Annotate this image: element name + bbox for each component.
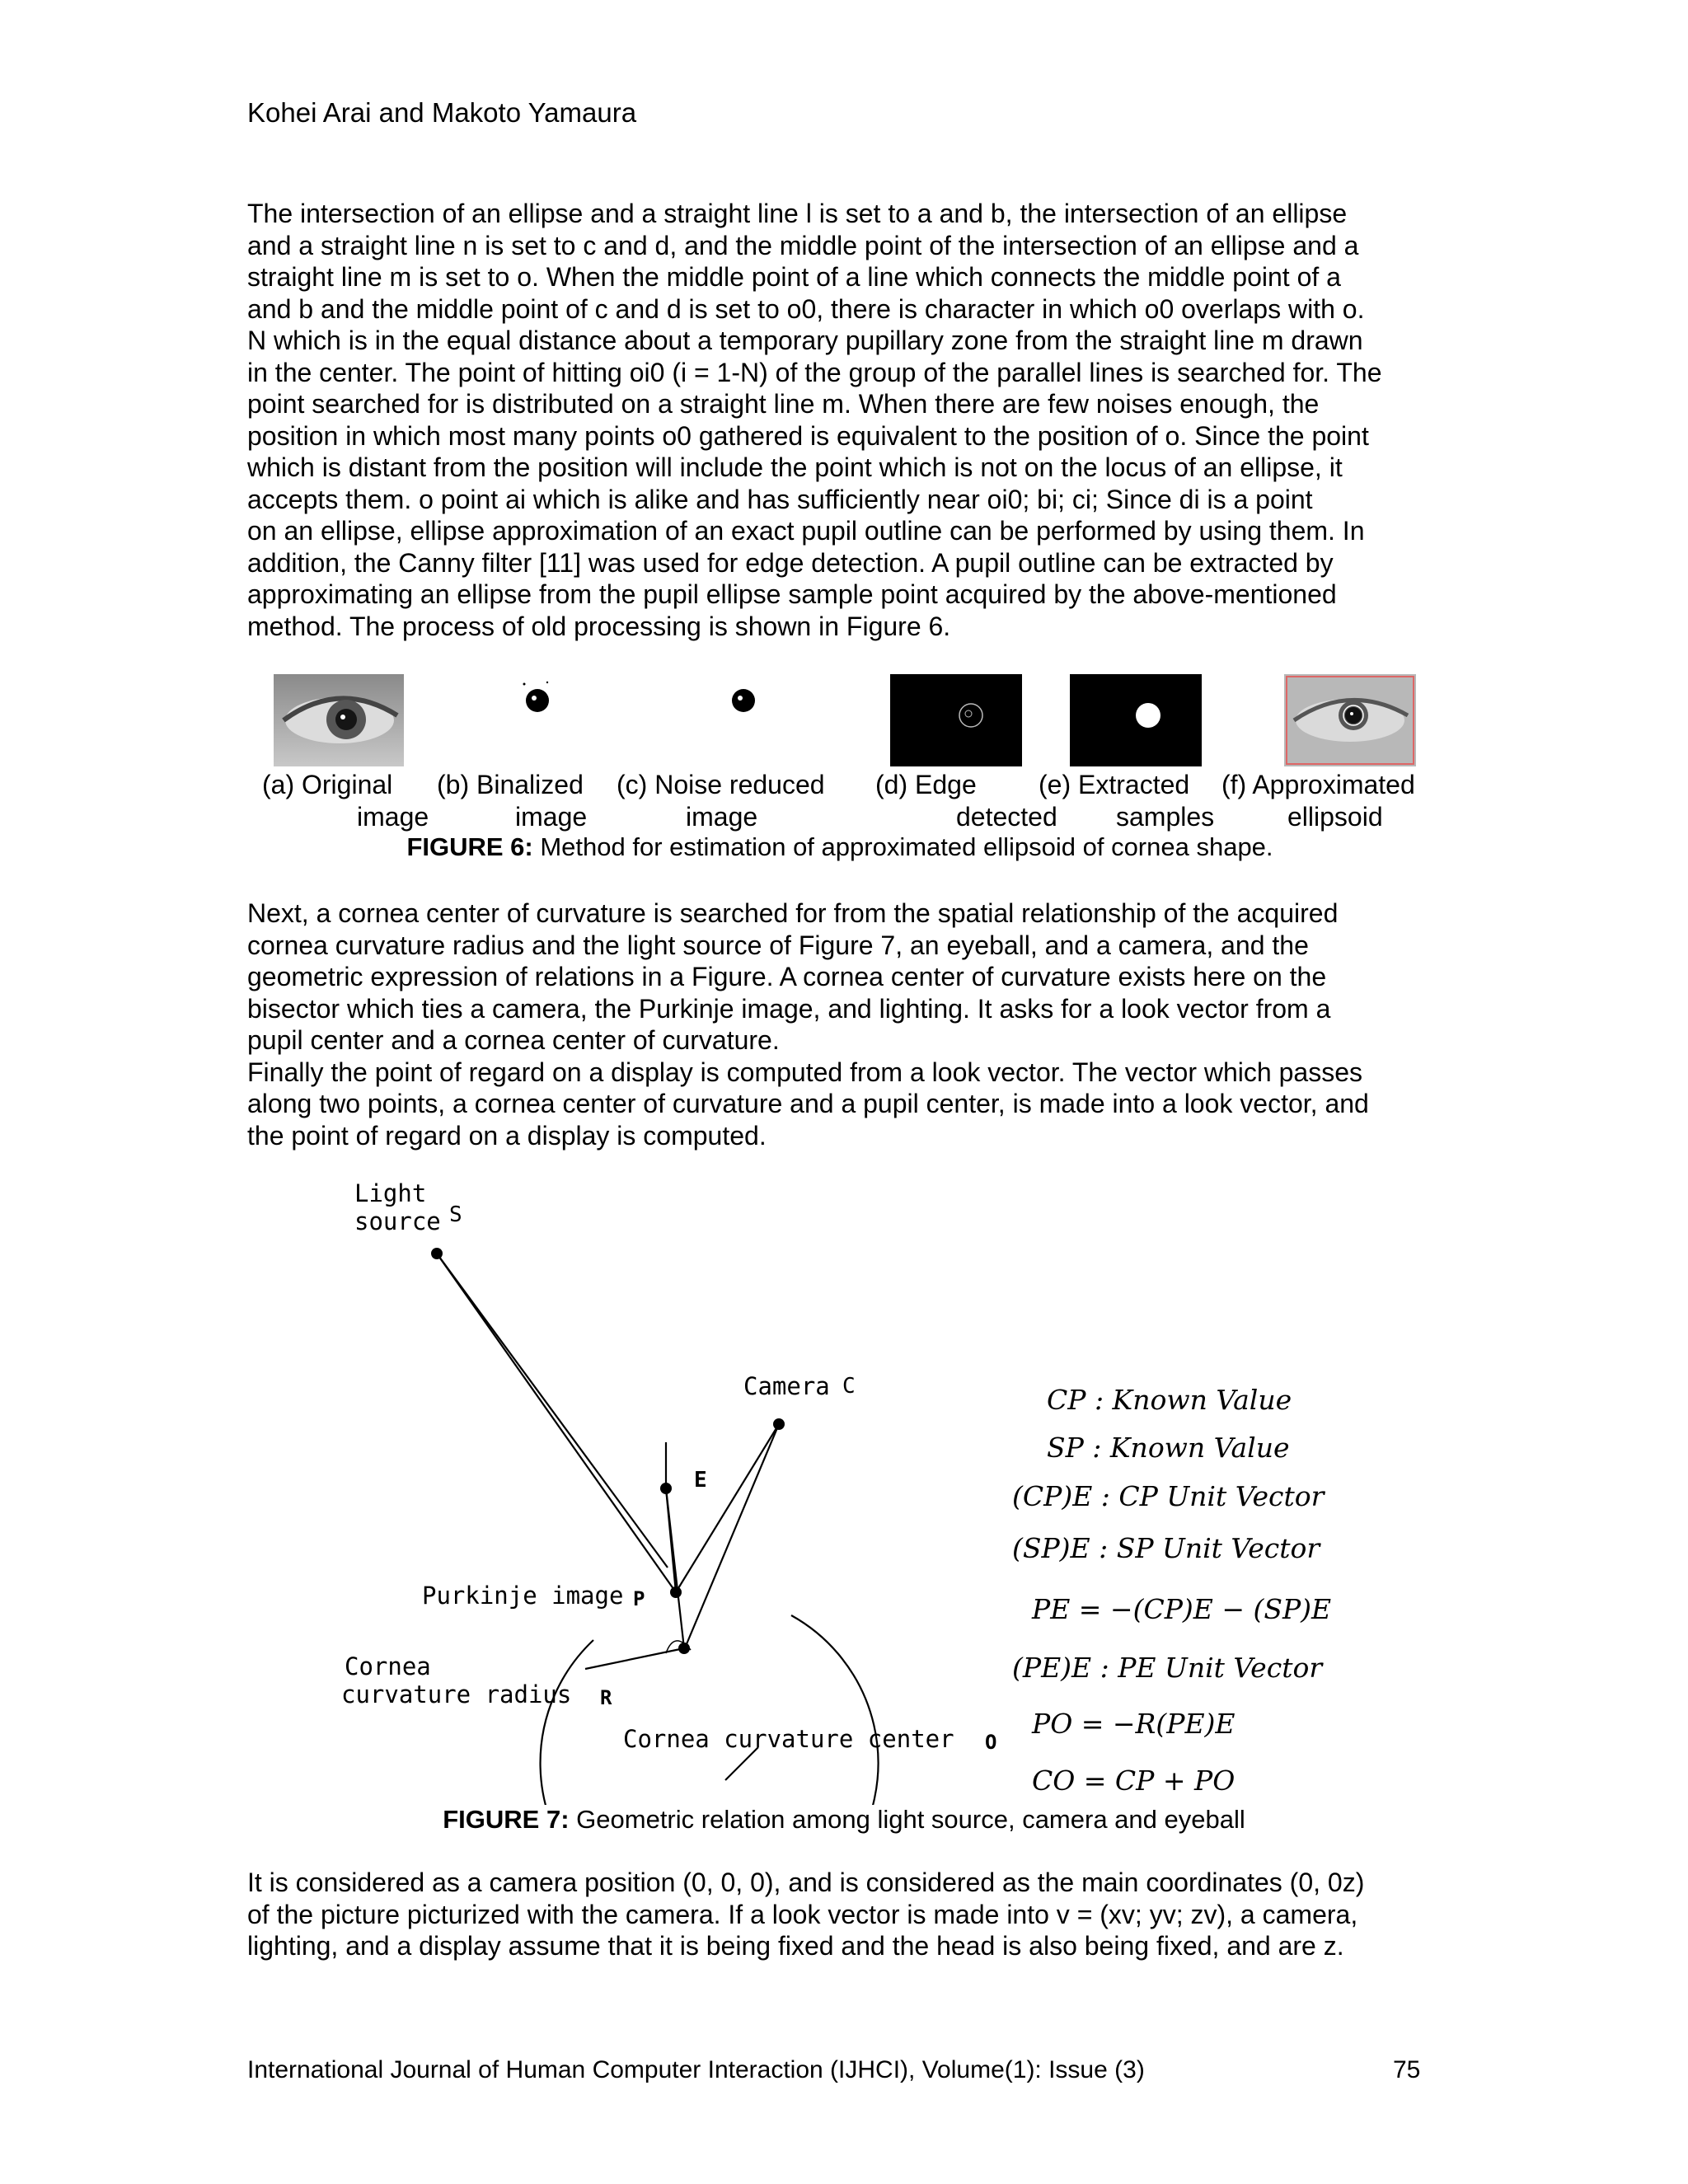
caption-a bbox=[262, 769, 429, 833]
s-label: S bbox=[449, 1202, 462, 1227]
para2-line: geometric expression of relations in a Figure. A cornea center of curvature exists here on the bbox=[247, 962, 1327, 991]
camera-point bbox=[773, 1418, 785, 1430]
para3-line: of the picture picturized with the camera. If a look vector is made into v = (xv; yv; zv), a camera, bbox=[247, 1899, 1358, 1929]
caption-c-line2: image bbox=[686, 802, 758, 832]
para1-line: point searched for is distributed on a straight line m. When there are few noises enough, the bbox=[247, 389, 1320, 419]
center-point bbox=[678, 1643, 690, 1654]
cornea-arc bbox=[541, 1615, 879, 1805]
caption-e-line2: samples bbox=[1116, 802, 1215, 832]
equation-pee: (PE)E : PE Unit Vector bbox=[1012, 1652, 1323, 1684]
c-label: C bbox=[842, 1374, 856, 1399]
caption-e-line1: (e) Extracted bbox=[1039, 770, 1190, 799]
para1-line: addition, the Canny filter [11] was used for edge detection. A pupil outline can be extracted by bbox=[247, 547, 1334, 578]
radius-line bbox=[585, 1648, 684, 1669]
binalized-image bbox=[511, 674, 560, 724]
source-label: source bbox=[354, 1207, 441, 1235]
equation-cp: CP : Known Value bbox=[1047, 1384, 1292, 1416]
light-source-point bbox=[431, 1248, 443, 1259]
equation-po: PO = −R(PE)E bbox=[1032, 1708, 1236, 1740]
extracted-samples-image bbox=[1070, 674, 1202, 766]
para1-line: N which is in the equal distance about a temporary pupillary zone from the straight line m drawn bbox=[247, 326, 1363, 355]
curvature-radius-label: curvature radius bbox=[341, 1680, 572, 1708]
para2-line: the point of regard on a display is computed. bbox=[247, 1120, 767, 1151]
figure6-label: FIGURE 6: bbox=[406, 832, 533, 861]
o-label: O bbox=[985, 1731, 997, 1754]
para1-line: and b and the middle point of c and d is set to o0, there is character in which o0 overlaps with o. bbox=[247, 293, 1365, 324]
cornea-center-label: Cornea curvature center bbox=[623, 1725, 954, 1753]
e-to-p-line bbox=[666, 1488, 676, 1592]
para1-line: straight line m is set to o. When the middle point of a line which connects the middle point of a bbox=[247, 262, 1341, 292]
figure6-caption bbox=[0, 832, 1684, 862]
para3-line: lighting, and a display assume that it is being fixed and the head is also being fixed, and are z. bbox=[247, 1931, 1344, 1961]
running-header: Kohei Arai and Makoto Yamaura bbox=[247, 97, 637, 128]
caption-f-line1: (f) Approximated bbox=[1221, 770, 1415, 799]
caption-f bbox=[1221, 769, 1415, 833]
caption-b-line2: image bbox=[515, 802, 588, 832]
purkinje-label: Purkinje image bbox=[422, 1582, 624, 1610]
cornea-label: Cornea bbox=[345, 1652, 431, 1680]
para1-line: in the center. The point of hitting oi0 (i = 1-N) of the group of the parallel lines is searched for. The bbox=[247, 357, 1382, 387]
light-to-p-line bbox=[437, 1254, 676, 1592]
light-to-o-line bbox=[437, 1254, 668, 1568]
caption-a-line2: image bbox=[357, 802, 429, 832]
e-label: E bbox=[694, 1468, 707, 1493]
p-label: P bbox=[633, 1587, 645, 1610]
caption-d bbox=[875, 769, 1057, 833]
para2-line: along two points, a cornea center of curvature and a pupil center, is made into a look vector, and bbox=[247, 1089, 1369, 1118]
edge-detected-image bbox=[890, 674, 1022, 766]
e-point bbox=[660, 1483, 672, 1494]
figure7-caption-text: Geometric relation among light source, camera and eyeball bbox=[569, 1805, 1245, 1834]
camera-label: Camera bbox=[743, 1372, 830, 1400]
camera-to-p-line bbox=[676, 1424, 779, 1592]
caption-b bbox=[437, 769, 587, 833]
caption-f-line2: ellipsoid bbox=[1287, 802, 1383, 832]
para3-line: It is considered as a camera position (0, 0, 0), and is considered as the main coordinates (0, 0z) bbox=[247, 1868, 1365, 1897]
para1-line: position in which most many points o0 gathered is equivalent to the position of o. Since the point bbox=[247, 420, 1369, 451]
para2-line: pupil center and a cornea center of curvature. bbox=[247, 1025, 780, 1055]
r-label: R bbox=[600, 1686, 612, 1709]
caption-c-line1: (c) Noise reduced bbox=[617, 770, 825, 799]
para2-line: cornea curvature radius and the light source of Figure 7, an eyeball, and a camera, and the bbox=[247, 930, 1309, 960]
footer-journal: International Journal of Human Computer Interaction (IJHCI), Volume(1): Issue (3) bbox=[247, 2056, 1145, 2083]
figure7-label: FIGURE 7: bbox=[443, 1805, 570, 1834]
equation-sp: SP : Known Value bbox=[1047, 1432, 1290, 1464]
caption-b-line1: (b) Binalized bbox=[437, 770, 584, 799]
light-label: Light bbox=[354, 1179, 427, 1207]
equation-pe: PE = −(CP)E − (SP)E bbox=[1032, 1593, 1332, 1625]
original-eye-image bbox=[274, 674, 404, 766]
approximated-ellipsoid-image bbox=[1284, 674, 1416, 766]
body-paragraph-1 bbox=[247, 198, 1441, 642]
para2-line: Next, a cornea center of curvature is searched for from the spatial relationship of the acquired bbox=[247, 898, 1339, 928]
figure6-caption-text: Method for estimation of approximated ellipsoid of cornea shape. bbox=[532, 832, 1273, 861]
para1-line: The intersection of an ellipse and a straight line l is set to a and b, the intersection of an ellipse bbox=[247, 199, 1348, 228]
equation-spe: (SP)E : SP Unit Vector bbox=[1012, 1532, 1320, 1564]
para1-line: and a straight line n is set to c and d, and the middle point of the intersection of an ellipse and a bbox=[247, 230, 1359, 260]
para1-line: accepts them. o point ai which is alike and has sufficiently near oi0; bi; ci; Since di is a point bbox=[247, 484, 1313, 514]
figure7-caption bbox=[0, 1805, 1688, 1835]
figure7-diagram bbox=[0, 1170, 1688, 1805]
para1-line: method. The process of old processing is shown in Figure 6. bbox=[247, 611, 951, 641]
figure6-images bbox=[272, 674, 1426, 765]
equation-cpe: (CP)E : CP Unit Vector bbox=[1012, 1480, 1325, 1512]
para1-line: approximating an ellipse from the pupil ellipse sample point acquired by the above-mentioned bbox=[247, 579, 1337, 609]
body-paragraph-3 bbox=[247, 1867, 1441, 1962]
body-paragraph-2 bbox=[247, 898, 1441, 1151]
caption-d-line2: detected bbox=[956, 802, 1057, 832]
caption-d-line1: (d) Edge bbox=[875, 770, 977, 799]
para2-line: bisector which ties a camera, the Purkinje image, and lighting. It asks for a look vector from a bbox=[247, 993, 1331, 1024]
para1-line: on an ellipse, ellipse approximation of an exact pupil outline can be performed by using them. In bbox=[247, 516, 1365, 546]
page-number: 75 bbox=[1393, 2056, 1421, 2083]
caption-e bbox=[1039, 769, 1214, 833]
purkinje-point bbox=[670, 1586, 682, 1598]
caption-c bbox=[617, 769, 825, 833]
noise-reduced-image bbox=[717, 674, 767, 724]
para2-line: Finally the point of regard on a display is computed from a look vector. The vector which passes bbox=[247, 1057, 1362, 1087]
para1-line: which is distant from the position will include the point which is not on the locus of an ellipse, it bbox=[247, 452, 1343, 482]
camera-to-o-line bbox=[684, 1424, 779, 1650]
equation-co: CO = CP + PO bbox=[1032, 1765, 1236, 1797]
caption-a-line1: (a) Original bbox=[262, 770, 393, 799]
